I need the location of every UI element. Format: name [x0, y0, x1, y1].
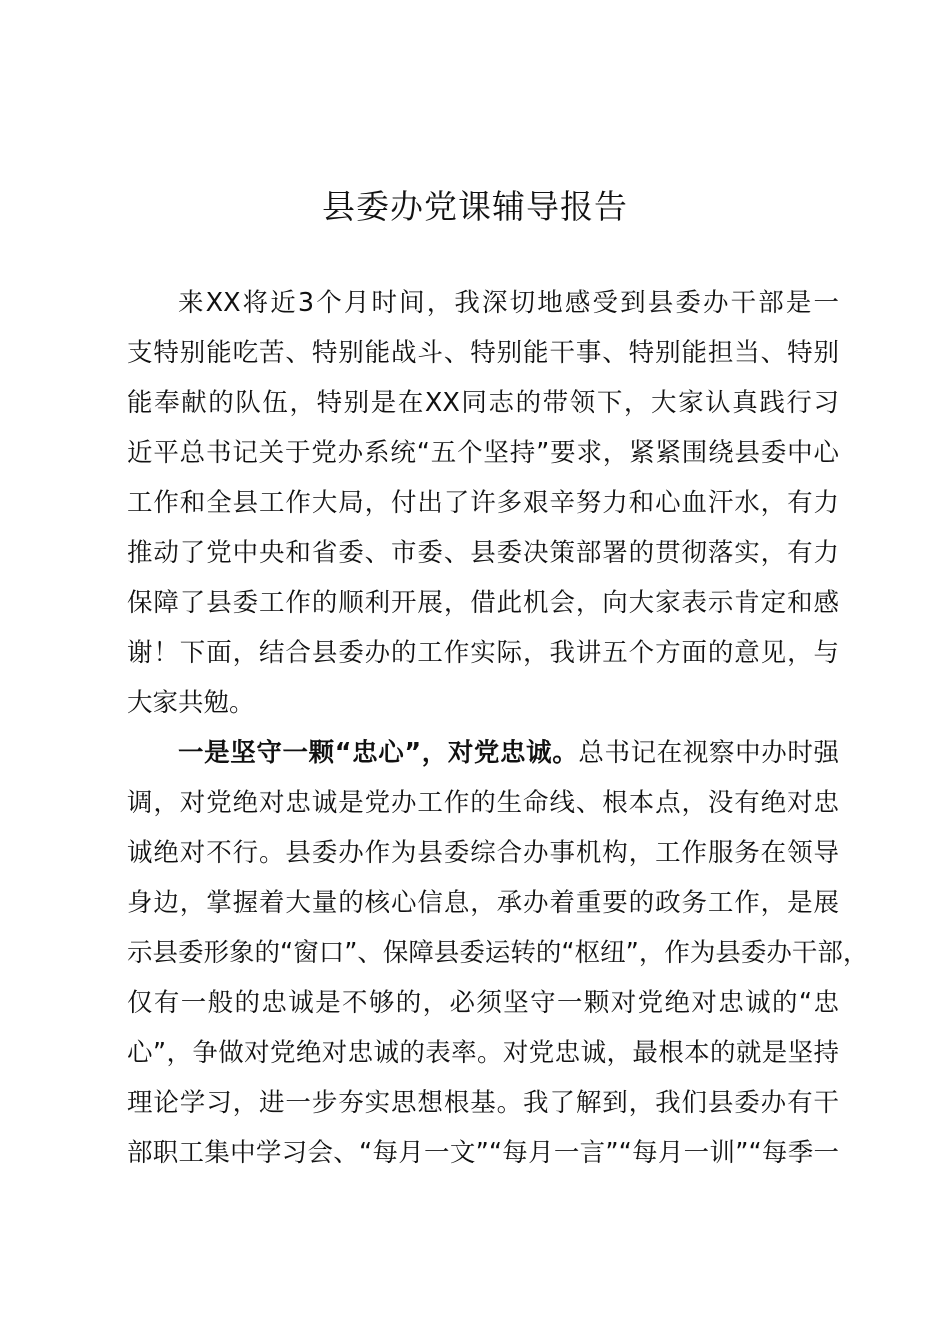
- paragraph-line: 支特别能吃苦、特别能战斗、特别能干事、特别能担当、特别: [127, 338, 839, 368]
- paragraph-line: 保障了县委工作的顺利开展，借此机会，向大家表示肯定和感: [127, 588, 839, 618]
- paragraph-line: 仅有一般的忠诚是不够的，必须坚守一颗对党绝对忠诚的“忠: [127, 988, 839, 1018]
- paragraph-line: 理论学习，进一步夯实思想根基。我了解到，我们县委办有干: [127, 1088, 839, 1118]
- paragraph-line: 调，对党绝对忠诚是党办工作的生命线、根本点，没有绝对忠: [127, 788, 839, 818]
- paragraph-line: 示县委形象的“窗口”、保障县委运转的“枢纽”，作为县委办干部，: [127, 938, 869, 968]
- paragraph-line: 推动了党中央和省委、市委、县委决策部署的贯彻落实，有力: [127, 538, 839, 568]
- paragraph-line: 心”，争做对党绝对忠诚的表率。对党忠诚，最根本的就是坚持: [127, 1038, 839, 1068]
- paragraph-text: 总书记在视察中办时强: [578, 738, 839, 768]
- document-title: 县委办党课辅导报告: [322, 187, 628, 226]
- paragraph-line: 谢！下面，结合县委办的工作实际，我讲五个方面的意见，与: [127, 638, 839, 668]
- paragraph-line: [127, 728, 839, 778]
- paragraph-line: 诚绝对不行。县委办作为县委综合办事机构，工作服务在领导: [127, 838, 839, 868]
- section-heading: 一是坚守一颗“忠心”，对党忠诚。: [178, 738, 579, 768]
- paragraph-line: 身边，掌握着大量的核心信息，承办着重要的政务工作，是展: [127, 888, 839, 918]
- paragraph-line: 部职工集中学习会、“每月一文”“每月一言”“每月一训”“每季一: [127, 1138, 839, 1168]
- paragraph-line: 近平总书记关于党办系统“五个坚持”要求，紧紧围绕县委中心: [127, 438, 839, 468]
- document-body: [127, 278, 869, 1178]
- paragraph-line: 来XX将近3个月时间，我深切地感受到县委办干部是一: [178, 288, 839, 318]
- paragraph-line: 大家共勉。: [127, 688, 255, 718]
- paragraph-line: 工作和全县工作大局，付出了许多艰辛努力和心血汗水，有力: [127, 488, 839, 518]
- paragraph-line: 能奉献的队伍，特别是在XX同志的带领下，大家认真践行习: [127, 388, 839, 418]
